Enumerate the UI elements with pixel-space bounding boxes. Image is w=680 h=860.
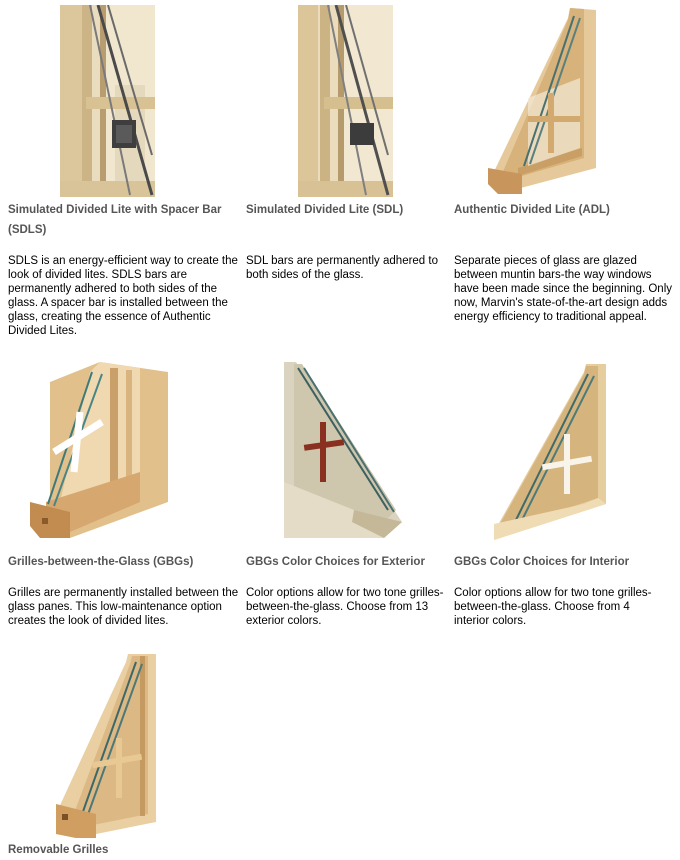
card-title: GBGs Color Choices for Exterior xyxy=(246,556,425,568)
sdl-window-image xyxy=(298,5,393,197)
card-description: SDLS is an energy-efficient way to create the look of divided lites. SDLS bars are permanently adhered to both sides of the glass. A spacer bar is installed between the glass, creating the essence of Authentic Divided Lites. xyxy=(8,255,238,337)
card-description: SDL bars are permanently adhered to both sides of the glass. xyxy=(246,255,438,281)
card-description: Grilles are permanently installed between the glass panes. This low-maintenance option creates the look of divided lites. xyxy=(8,587,239,627)
card-title: Simulated Divided Lite (SDL) xyxy=(246,204,404,216)
card-description: Color options allow for two tone grilles-between-the-glass. Choose from 13 exterior colors. xyxy=(246,587,444,627)
card-title: Removable Grilles xyxy=(8,844,109,856)
gbg-window-image xyxy=(30,362,168,538)
gbg-interior-image xyxy=(494,364,606,540)
card-title: Grilles-between-the-Glass (GBGs) xyxy=(8,556,194,568)
card-title: GBGs Color Choices for Interior xyxy=(454,556,630,568)
card-title: Simulated Divided Lite with Spacer Bar (SDLS) xyxy=(8,204,222,236)
card-description: Separate pieces of glass are glazed between muntin bars-the way windows have been made since the beginning. Only now, Marvin's state-of-the-art design adds energy efficiency to traditional appeal. xyxy=(454,255,673,323)
adl-window-image xyxy=(488,8,598,194)
card-title: Authentic Divided Lite (ADL) xyxy=(454,204,610,216)
card-description: Color options allow for two tone grilles-between-the-glass. Choose from 4 interior colors. xyxy=(454,587,652,627)
sdls-window-image xyxy=(60,5,155,197)
gbg-exterior-image xyxy=(284,362,402,538)
removable-grille-image xyxy=(56,654,160,838)
